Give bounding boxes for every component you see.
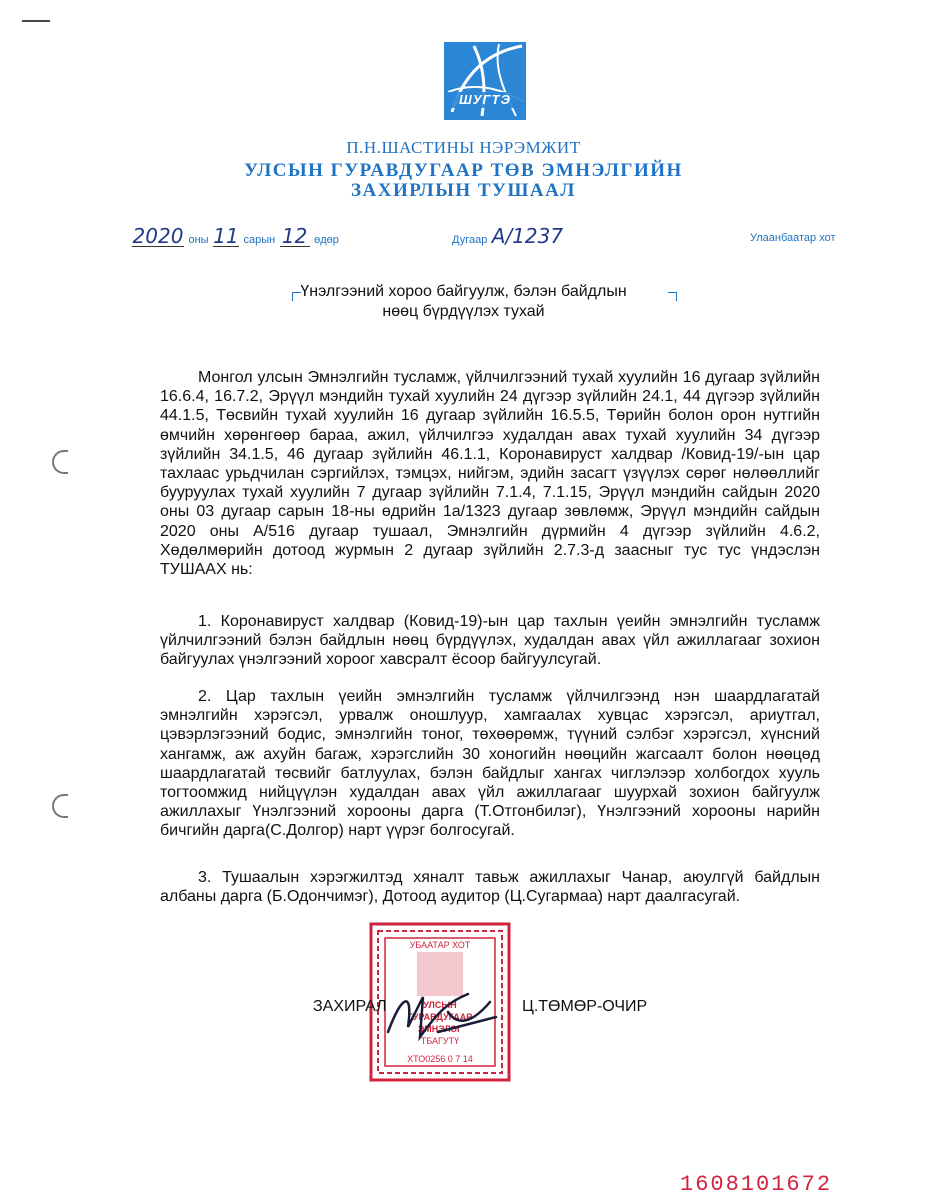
signatory-name: Ц.ТӨМӨР-ОЧИР [522,998,648,1015]
header-line-2: УЛСЫН ГУРАВДУГААР ТӨВ ЭМНЭЛГИЙН [244,160,683,181]
serial-number: 1608101672 [680,1172,833,1197]
stamp-text-5: ХТО0256 0 7 14 [407,1054,473,1064]
city: Улаанбаатар хот [750,232,836,244]
stamp-text-4: ТБАГУТҮ [420,1036,460,1046]
preamble-paragraph: Монгол улсын Эмнэлгийн тусламж, үйлчилгээний тухай хуулийн 16 дугаар зүйлийн 16.6.4, 16.7.2, Эрүүл мэндийн тухай хуулийн 24 дүгээр зүйлийн 24.1, 44 дүгээр зүйлийн 44.1.5, Төсвийн тухай хуулийн 16 дугаар зүйлийн 16.5.5, Төрийн болон орон нутгийн өмчийн хөрөнгөөр бараа, ажил, үйлчилгээ худалдан авах тухай хуулийн 34 дүгээр зүйлийн 34.1.5, 46 дугаар зүйлийн 46.1.1, Коронавируст халдвар /Ковид-19/-ын цар тахлаас урьдчилан сэргийлэх, тэмцэх, нийгэм, эдийн засагт үзүүлэх сөрөг нөлөөллийг бууруулах тухай хуулийн 7 дугаар зүйлийн 7.1.4, 7.1.15, Эрүүл мэндийн сайдын 2020 оны 03 дугаар сарын 18-ны өдрийн 1а/1323 дугаар зөвлөмж, Эрүүл мэндийн сайдын 2020 оны А/516 дугаар тушаал, Эмнэлгийн дүрмийн 4 дүгээр зүйлийн 4.6.2, Хөдөлмөрийн дотоод журмын 2 дугаар зүйлийн 2.7.3-д заасныг тус тус үндэслэн ТУШААХ нь: [160,369,820,579]
date-month: 11 [213,224,239,248]
stamp-text-1: УЛСЫН [423,1000,457,1010]
order-item-3: 3. Тушаалын хэрэгжилтэд хяналт тавьж ажиллахыг Чанар, аюулгүй байдлын албаны дарга (Б.Одончимэг), Дотоод аудитор (Ц.Сугармаа) нарт даалгасугай. [160,869,820,906]
order-title-line-1: Үнэлгээний хороо байгуулж, бэлэн байдлын [300,283,627,300]
date-day-suffix: өдөр [314,234,339,246]
stamp-text-top: УБААТАР ХОТ [409,940,471,950]
date-day: 12 [280,226,310,247]
date-year: 2020 [132,224,184,248]
header-line-3: ЗАХИРЛЫН ТУШААЛ [351,180,576,201]
date-year-suffix: оны [188,234,209,246]
order-item-1: 1. Коронавируст халдвар (Ковид-19)-ын цар тахлын үеийн эмнэлгийн тусламж үйлчилгээний бэлэн байдлын нөөц бүрдүүлэх, худалдан авах үйл ажиллагааг зохион байгуулах үнэлгээний хороог хавсралт ёсоор байгуулсугай. [160,613,820,669]
stamp-text-3: ЭМНЭЛЭГ [417,1024,463,1034]
signatory-position: ЗАХИРАЛ [313,998,387,1015]
binder-hole [52,794,68,818]
order-number [452,224,564,248]
stamp-text-2: ГУРАВДУГААР [407,1012,473,1022]
order-number-value: А/1237 [491,224,564,248]
order-title-line-2: нөөц бүрдүүлэх тухай [382,303,545,320]
logo-text: ШУГТЭ [459,92,511,107]
logo-graphic [444,42,526,120]
binder-hole [52,450,68,474]
handwritten-signature [378,982,508,1047]
hospital-logo [444,42,526,120]
date-month-suffix: сарын [243,234,276,246]
order-item-2: 2. Цар тахлын үеийн эмнэлгийн тусламж үйлчилгээнд нэн шаардлагатай эмнэлгийн хэрэгсэл, урвалж оношлуур, хамгаалах хувцас хэрэгсэл, ариутгал, цэвэрлэгээний бодис, эмнэлгийн тоног, төхөөрөмж, түүний сэлбэг хэрэгсэл, хүнсний хангамж, аж ахуйн багаж, хэрэгслийн 30 хоногийн нөөцийн жагсаалт болон нөөцөд шаардлагатай төсвийг батлуулах, бэлэн байдлыг хангах чиглэлээр холбогдох хууль тогтоомжид нийцүүлэн худалдан авах үйл ажиллагааг шуурхай зохион байгуулж ажиллахыг Үнэлгээний хорооны дарга (Т.Отгонбилэг), Үнэлгээний хорооны нарийн бичгийн дарга(С.Долгор) нарт үүрэг болгосугай. [160,688,820,840]
signature-stroke [378,982,508,1042]
header-line-1: П.Н.ШАСТИНЫ НЭРЭМЖИТ [346,138,581,157]
order-number-label: Дугаар [452,234,488,246]
scan-mark [22,20,50,22]
